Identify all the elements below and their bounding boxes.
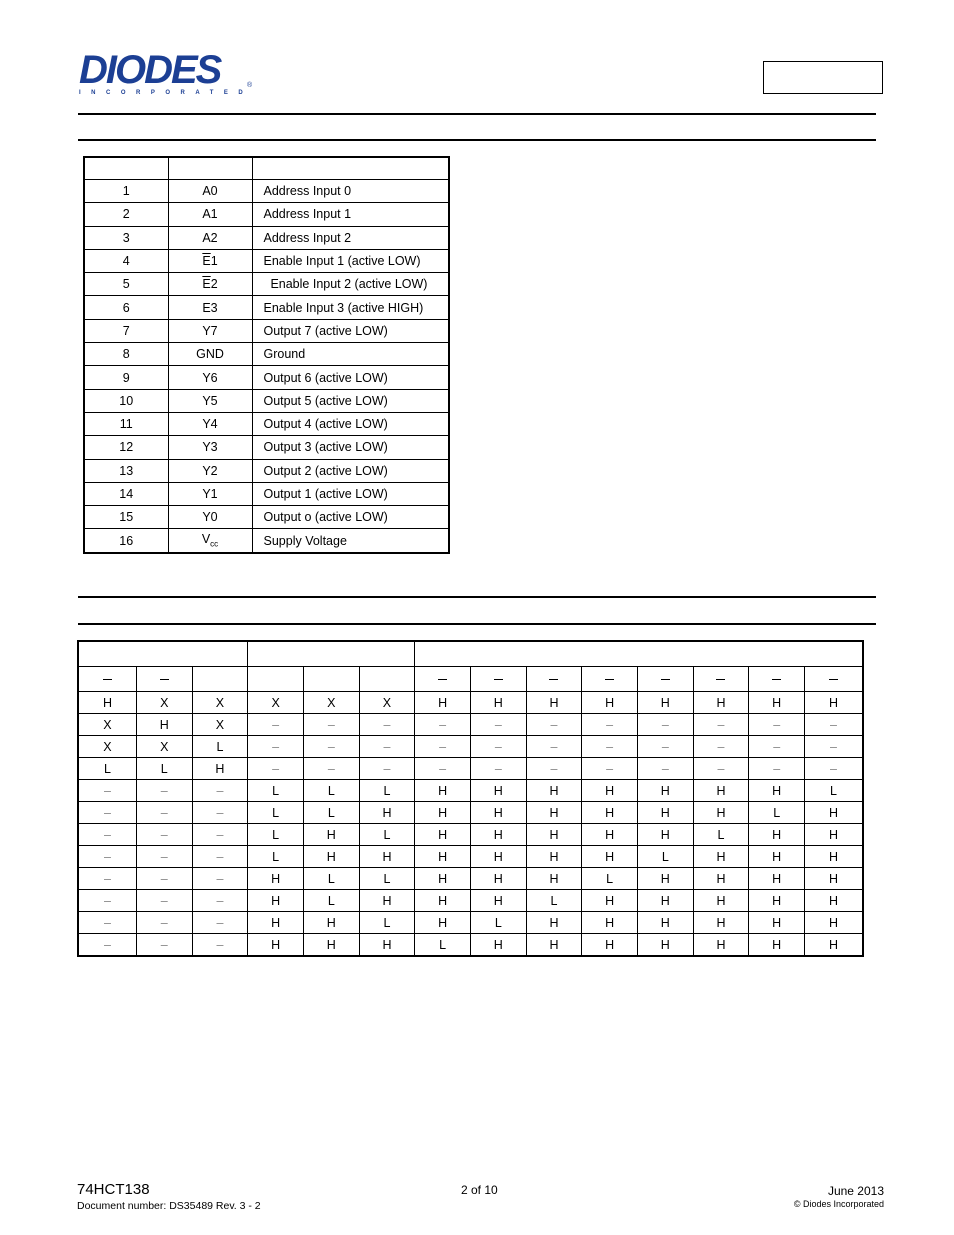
logo-wordmark: DIODES [79,48,221,92]
pin-number-cell: 6 [84,296,168,319]
pin-number-cell: 13 [84,459,168,482]
truth-table-cell: H [526,934,582,957]
truth-table-cell: L [415,934,471,957]
footer-part-number: 74HCT138 [77,1181,150,1198]
truth-table-cell: – [749,758,805,780]
truth-table-cell: – [78,780,136,802]
pin-name-cell: Y2 [168,459,252,482]
truth-table-cell: H [526,692,582,714]
truth-table-cell: X [359,692,415,714]
truth-table-cell: H [526,780,582,802]
pin-description-cell: Address Input 1 [252,203,449,226]
truth-table-cell: – [359,714,415,736]
pin-row [84,412,449,435]
pin-description-cell: Enable Input 3 (active HIGH) [252,296,449,319]
truth-table-cell: – [805,736,864,758]
truth-table-cell: H [415,912,471,934]
truth-table-cell: H [470,868,526,890]
truth-table-cell: H [415,868,471,890]
pin-name-cell: A0 [168,180,252,203]
truth-table-cell: H [637,802,693,824]
truth-table-cell: – [78,868,136,890]
truth-table-cell: – [303,758,359,780]
pin-row [84,203,449,226]
pin-number-cell: 16 [84,529,168,553]
subheader-cell [582,667,638,692]
truth-table-cell: H [470,890,526,912]
truth-table-cell: – [136,912,192,934]
truth-table-cell: – [693,758,749,780]
truth-table-cell: L [248,780,304,802]
truth-table-cell: X [303,692,359,714]
truth-table-cell: – [582,736,638,758]
pin-name-cell: Y7 [168,319,252,342]
truth-table-cell: H [526,824,582,846]
truth-table-cell: – [303,714,359,736]
truth-table-row [78,692,863,714]
subheader-cell [415,667,471,692]
pin-description-cell: Supply Voltage [252,529,449,553]
truth-table-cell: – [415,714,471,736]
truth-table-cell: – [136,890,192,912]
truth-table-cell: H [359,890,415,912]
truth-table-cell: – [136,846,192,868]
truth-table-cell: – [582,758,638,780]
subheader-cell [693,667,749,692]
truth-table-cell: – [637,736,693,758]
truth-table-cell: X [192,692,248,714]
truth-table-row [78,824,863,846]
section-rule-bottom [78,623,876,625]
subheader-cell [526,667,582,692]
truth-table-cell: H [248,934,304,957]
pin-number-cell: 9 [84,366,168,389]
truth-table-cell: L [582,868,638,890]
pin-row [84,459,449,482]
truth-table-cell: H [749,824,805,846]
pin-row [84,482,449,505]
truth-table-row [78,780,863,802]
truth-table-cell: H [637,890,693,912]
truth-table-cell: – [78,912,136,934]
truth-table-cell: H [637,824,693,846]
truth-table-cell: H [415,890,471,912]
header-rule-bottom [78,139,876,141]
truth-table-cell: H [248,912,304,934]
truth-table-cell: H [248,890,304,912]
truth-table-cell: H [415,802,471,824]
truth-table-cell: – [470,736,526,758]
truth-table-cell: H [805,846,864,868]
truth-table-cell: – [136,868,192,890]
truth-table-cell: X [192,714,248,736]
truth-table-cell: – [470,758,526,780]
pin-name-suffix: 1 [210,254,218,269]
truth-table-row [78,846,863,868]
truth-table-cell: H [749,780,805,802]
footer-copyright: © Diodes Incorporated [793,1199,884,1209]
truth-table-cell: L [359,912,415,934]
pin-name-cell [168,529,252,553]
pin-row [84,366,449,389]
truth-table-cell: H [749,912,805,934]
truth-table-cell: – [749,736,805,758]
truth-table-row [78,758,863,780]
pin-table-header-row [84,157,449,180]
truth-table-cell: H [805,802,864,824]
truth-table-cell: – [805,758,864,780]
pin-name-suffix: 2 [210,277,218,292]
truth-table-cell: H [637,934,693,957]
truth-table-cell: H [470,802,526,824]
pin-row [84,273,449,296]
truth-table-cell: – [637,714,693,736]
truth-table-cell: H [359,802,415,824]
truth-table-cell: H [749,868,805,890]
truth-table-cell: H [805,890,864,912]
truth-table-cell: L [749,802,805,824]
header-cell [168,157,252,180]
truth-table-cell: L [805,780,864,802]
truth-table-cell: H [637,912,693,934]
truth-table-cell: H [415,846,471,868]
pin-number-cell: 7 [84,319,168,342]
truth-table-cell: H [303,824,359,846]
truth-table-cell: X [136,692,192,714]
truth-table-cell: H [805,912,864,934]
truth-table-cell: H [637,780,693,802]
pin-name-subscript: cc [210,539,219,549]
truth-table-cell: – [78,802,136,824]
truth-table-cell: H [749,692,805,714]
subheader-cell [136,667,192,692]
truth-table-cell: L [303,780,359,802]
truth-table-cell: – [248,758,304,780]
pin-row [84,249,449,272]
group-header-cell [248,641,415,667]
truth-table-cell: X [136,736,192,758]
pin-description-table [83,156,450,554]
pin-name-cell: E3 [168,296,252,319]
truth-table-cell: H [582,934,638,957]
truth-table-cell: L [359,780,415,802]
pin-row [84,436,449,459]
header-cell [84,157,168,180]
pin-number-cell: 14 [84,482,168,505]
pin-name-overline: $\overline{E}$ [202,277,211,292]
truth-table-cell: – [526,758,582,780]
truth-table-cell: X [78,736,136,758]
truth-table-cell: H [637,692,693,714]
truth-table-row [78,890,863,912]
truth-table-cell: H [693,934,749,957]
truth-table-cell: H [805,824,864,846]
truth-table-cell: – [78,934,136,957]
truth-table-cell: L [359,824,415,846]
truth-table-cell: – [749,714,805,736]
truth-table-cell: – [136,780,192,802]
pin-number-cell: 1 [84,180,168,203]
truth-table-cell: H [582,780,638,802]
truth-table-cell: H [136,714,192,736]
truth-table-cell: H [526,868,582,890]
pin-description-cell: Ground [252,343,449,366]
pin-number-cell: 15 [84,506,168,529]
truth-table-cell: – [415,736,471,758]
subheader-cell [78,667,136,692]
subheader-cell [248,667,304,692]
truth-table-cell: H [248,868,304,890]
truth-table-cell: H [805,692,864,714]
header-cell [252,157,449,180]
truth-table-cell: H [693,846,749,868]
truth-table-cell: – [78,846,136,868]
pin-name-overline: $\overline{E}$ [202,254,211,269]
truth-table-cell: L [303,868,359,890]
truth-table-row [78,802,863,824]
footer-document-number: Document number: DS35489 Rev. 3 - 2 [77,1200,261,1212]
truth-table-group-row [78,641,863,667]
subheader-cell [470,667,526,692]
truth-table-cell: H [693,890,749,912]
truth-table-cell: – [805,714,864,736]
subheader-cell [303,667,359,692]
pin-row [84,296,449,319]
pin-row [84,226,449,249]
pin-description-cell: Output 4 (active LOW) [252,412,449,435]
pin-row [84,506,449,529]
truth-table-cell: – [192,802,248,824]
truth-table-cell: X [248,692,304,714]
truth-table-cell: H [470,824,526,846]
pin-name-cell: Y1 [168,482,252,505]
truth-table-cell: H [470,692,526,714]
truth-table-cell: – [192,868,248,890]
truth-table-cell: H [192,758,248,780]
subheader-cell [805,667,864,692]
truth-table-subheader-row [78,667,863,692]
function-truth-table [77,640,864,957]
truth-table-cell: X [78,714,136,736]
truth-table-cell: H [359,846,415,868]
pin-description-cell: Address Input 0 [252,180,449,203]
truth-table-cell: – [192,934,248,957]
pin-name-cell: Y0 [168,506,252,529]
truth-table-cell: H [582,824,638,846]
truth-table-cell: – [693,736,749,758]
pin-row [84,180,449,203]
truth-table-cell: H [582,692,638,714]
registered-mark: ® [247,82,253,89]
pin-number-cell: 12 [84,436,168,459]
truth-table-cell: H [303,934,359,957]
truth-table-cell: – [248,736,304,758]
pin-description-cell: Output 1 (active LOW) [252,482,449,505]
pin-name-cell: Y6 [168,366,252,389]
truth-table-cell: L [192,736,248,758]
truth-table-cell: – [192,780,248,802]
truth-table-cell: H [303,846,359,868]
subheader-cell [359,667,415,692]
subheader-cell [192,667,248,692]
truth-table-cell: L [526,890,582,912]
pin-name-cell: A1 [168,203,252,226]
pin-description-cell: Enable Input 1 (active LOW) [252,249,449,272]
truth-table-cell: L [359,868,415,890]
section-rule-top [78,596,876,598]
pin-description-cell: Output 5 (active LOW) [252,389,449,412]
truth-table-cell: – [359,758,415,780]
pin-number-cell: 4 [84,249,168,272]
subheader-cell [637,667,693,692]
truth-table-row [78,912,863,934]
truth-table-cell: L [303,802,359,824]
truth-table-cell: H [78,692,136,714]
truth-table-cell: H [693,868,749,890]
pin-description-cell: Output o (active LOW) [252,506,449,529]
truth-table-cell: H [415,824,471,846]
pin-name: V [201,532,211,547]
truth-table-row [78,736,863,758]
pin-row [84,529,449,553]
footer-page-number: 2 of 10 [461,1183,498,1197]
pin-name-cell [168,249,252,272]
pin-row [84,343,449,366]
pin-number-cell: 10 [84,389,168,412]
truth-table-cell: H [749,890,805,912]
truth-table-cell: H [805,934,864,957]
pin-row [84,319,449,342]
pin-name-cell: A2 [168,226,252,249]
pin-name-cell: Y4 [168,412,252,435]
pin-number-cell: 3 [84,226,168,249]
truth-table-cell: H [526,846,582,868]
truth-table-cell: – [526,714,582,736]
footer-date: June 2013 [827,1184,884,1198]
truth-table-cell: – [192,912,248,934]
truth-table-cell: – [303,736,359,758]
truth-table-cell: H [693,780,749,802]
truth-table-cell: – [192,824,248,846]
pin-number-cell: 11 [84,412,168,435]
truth-table-cell: – [78,824,136,846]
truth-table-cell: H [582,802,638,824]
truth-table-cell: H [526,802,582,824]
diodes-logo [79,48,254,96]
truth-table-cell: H [415,692,471,714]
pin-name-cell: Y3 [168,436,252,459]
pin-description-cell: Address Input 2 [252,226,449,249]
truth-table-cell: H [470,934,526,957]
truth-table-cell: H [470,780,526,802]
pin-row [84,389,449,412]
truth-table-row [78,714,863,736]
truth-table-cell: – [637,758,693,780]
pin-description-cell: Output 2 (active LOW) [252,459,449,482]
truth-table-cell: – [359,736,415,758]
truth-table-cell: H [303,912,359,934]
truth-table-cell: H [582,890,638,912]
pin-number-cell: 2 [84,203,168,226]
truth-table-cell: L [470,912,526,934]
truth-table-cell: – [192,890,248,912]
truth-table-cell: H [359,934,415,957]
pin-name-cell: GND [168,343,252,366]
truth-table-cell: H [526,912,582,934]
truth-table-cell: H [693,912,749,934]
truth-table-cell: L [136,758,192,780]
truth-table-cell: – [136,824,192,846]
truth-table-cell: L [248,846,304,868]
pin-description-cell: Output 3 (active LOW) [252,436,449,459]
pin-description-cell: Enable Input 2 (active LOW) [252,273,449,296]
truth-table-cell: H [749,846,805,868]
truth-table-cell: – [582,714,638,736]
truth-table-cell: – [526,736,582,758]
pin-name-cell: Y5 [168,389,252,412]
truth-table-cell: – [136,802,192,824]
subheader-cell [749,667,805,692]
logo-tagline: INCORPORATED [79,90,254,96]
truth-table-row [78,868,863,890]
truth-table-cell: H [470,846,526,868]
pin-number-cell: 8 [84,343,168,366]
truth-table-cell: H [582,912,638,934]
truth-table-cell: – [136,934,192,957]
truth-table-cell: H [637,868,693,890]
truth-table-row [78,934,863,957]
truth-table-cell: H [749,934,805,957]
truth-table-cell: L [303,890,359,912]
truth-table-cell: – [470,714,526,736]
truth-table-cell: H [582,846,638,868]
truth-table-cell: H [415,780,471,802]
truth-table-cell: L [248,802,304,824]
truth-table-cell: – [78,890,136,912]
pin-name-cell [168,273,252,296]
truth-table-cell: – [693,714,749,736]
group-header-cell [78,641,248,667]
truth-table-cell: H [693,692,749,714]
truth-table-cell: L [248,824,304,846]
truth-table-cell: L [693,824,749,846]
pin-description-cell: Output 7 (active LOW) [252,319,449,342]
truth-table-cell: – [415,758,471,780]
truth-table-cell: H [693,802,749,824]
truth-table-cell: L [78,758,136,780]
pin-number-cell: 5 [84,273,168,296]
truth-table-cell: – [248,714,304,736]
truth-table-cell: L [637,846,693,868]
truth-table-cell: – [192,846,248,868]
truth-table-cell: H [805,868,864,890]
pin-description-cell: Output 6 (active LOW) [252,366,449,389]
group-header-cell [415,641,863,667]
header-box [763,61,883,94]
header-rule-top [78,113,876,115]
